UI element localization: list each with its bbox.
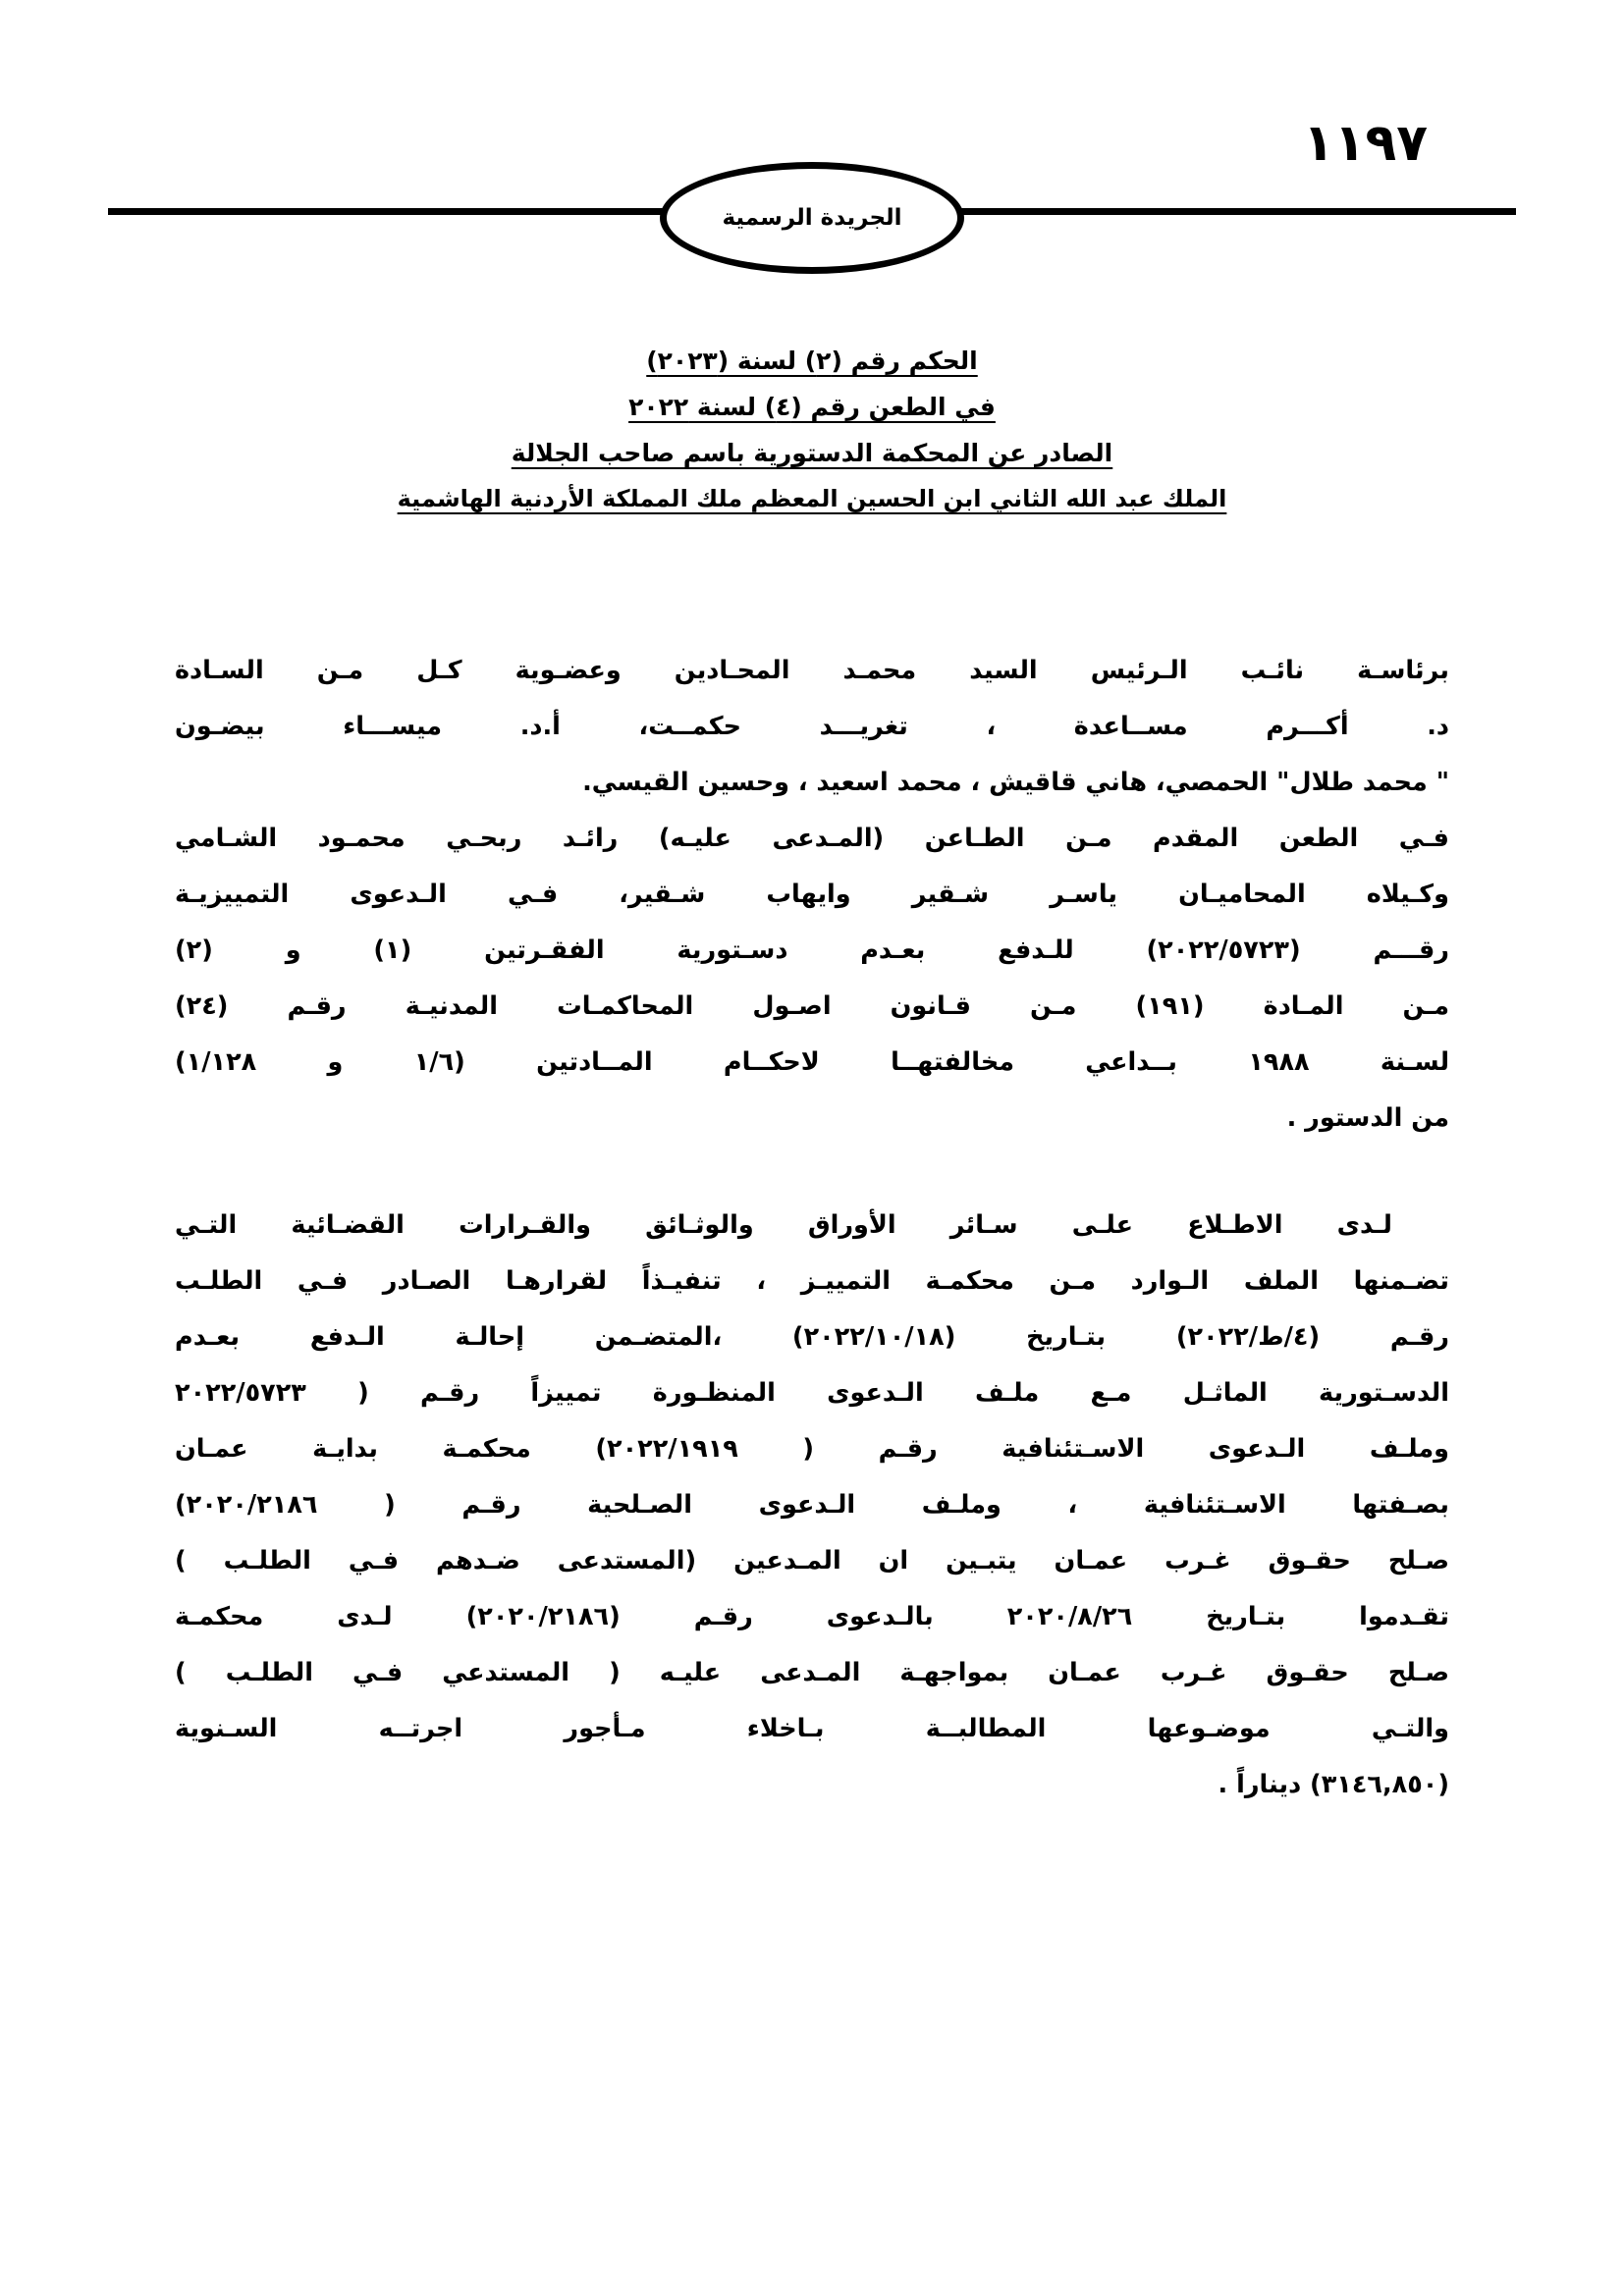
title-line-issuing-court: الصادر عن المحكمة الدستورية باسم صاحب الجلالة <box>511 439 1113 467</box>
body-paragraph-2-line-9: صـلح حقـوق غـرب عمـان بمواجهـة المـدعى عليـه ( المستدعي فـي الطلـب ) <box>175 1658 1449 1687</box>
body-paragraph-2-line-1-text: لـدى الاطـلاع علـى سـائر الأوراق والوثـائق والقـرارات القضـائية التـي <box>175 1210 1392 1240</box>
body-paragraph-1-line-9: من الدستور . <box>1286 1103 1449 1133</box>
page-header <box>108 114 1516 245</box>
body-paragraph-2-line-1 <box>175 1198 1449 1254</box>
title-line-king-name: الملك عبد الله الثاني ابن الحسين المعظم ملك المملكة الأردنية الهاشمية <box>397 485 1227 512</box>
title-line-ruling-number: الحكم رقم (٢) لسنة (٢٠٢٣) <box>646 347 978 375</box>
document-title-block <box>0 348 1624 532</box>
body-paragraph-2-line-8: تقـدموا بتـاريخ ٢٠٢٠/٨/٢٦ بالـدعوى رقـم (٢٠٢٠/٢١٨٦) لـدى محكمـة <box>175 1602 1449 1631</box>
body-paragraph-1-line-8: لسـنة ١٩٨٨ بــداعي مخالفتهــا لاحكــام المــادتين (١/٦ و ١/١٢٨) <box>175 1047 1450 1077</box>
gazette-title-text: الجريدة الرسمية <box>722 205 902 231</box>
gazette-title-badge <box>660 162 964 274</box>
body-paragraph-2-line-2: تضـمنها الملف الـوارد مـن محكمـة التمييـز ، تنفيـذاً لقرارهـا الصـادر فـي الطلـب <box>175 1266 1449 1296</box>
body-paragraph-2-line-11: (٣١٤٦,٨٥٠) ديناراً . <box>1218 1770 1449 1799</box>
body-paragraph-1-line-5: وكـيلاه المحاميـان ياسـر شـقير وايهاب شـقير، فـي الـدعوى التمييزيـة <box>175 880 1449 909</box>
body-paragraph-1-line-1: برئاسـة نائـب الـرئيس السيد محمـد المحـادين وعضـوية كـل مـن السـادة <box>175 656 1449 685</box>
body-paragraph-1-line-7: مـن المـادة (١٩١) مـن قـانون اصـول المحاكمـات المدنيـة رقـم (٢٤) <box>175 991 1450 1021</box>
body-paragraph-2-line-7: صـلح حقـوق غـرب عمـان يتبـين ان المـدعين (المستدعى ضـدهم فـي الطلـب ) <box>175 1546 1449 1575</box>
page-number: ١١٩٧ <box>1303 114 1428 173</box>
body-paragraph-1-line-6: رقـــم (٢٠٢٢/٥٧٢٣) للـدفع بعـدم دسـتورية الفقـرتين (١) و (٢) <box>175 935 1449 965</box>
body-paragraph-2-line-5: وملـف الـدعوى الاسـتئنافية رقـم ( ٢٠٢٢/١٩١٩) محكمـة بدايـة عمـان <box>175 1434 1449 1464</box>
body-paragraph-2-line-4: الدسـتورية الماثـل مـع ملـف الـدعوى المنظـورة تمييزاً رقـم ( ٢٠٢٢/٥٧٢٣ <box>175 1378 1449 1408</box>
paragraph-spacer <box>175 1147 1449 1198</box>
body-paragraph-2-line-10: والتـي موضـوعها المطالبــة بـاخلاء مـأجور اجرتــه السـنوية <box>175 1714 1449 1743</box>
body-paragraph-2-line-6: بصـفتها الاسـتئنافية ، وملـف الـدعوى الصـلحية رقـم ( ٢٠٢٠/٢١٨٦) <box>175 1490 1449 1520</box>
body-paragraph-2-line-3: رقـم (٤/ط/٢٠٢٢) بتـاريخ (٢٠٢٢/١٠/١٨) ،المتضـمن إحالـة الـدفع بعـدم <box>175 1322 1449 1352</box>
body-paragraph-1-line-2: د. أكـــرم مســاعدة ، تغريـــد حكمــت، أ.د. ميســـاء بيضـون <box>175 712 1449 741</box>
title-line-appeal-number: في الطعن رقم (٤) لسنة ٢٠٢٢ <box>628 393 996 421</box>
body-paragraph-1-line-3: " محمد طلال" الحمصي، هاني قاقيش ، محمد اسعيد ، وحسين القيسي. <box>582 768 1449 797</box>
body-paragraph-1-line-4: فـي الطعن المقدم مـن الطـاعن (المـدعى عليـه) رائـد ربحـي محمـود الشـامي <box>175 824 1449 853</box>
document-body <box>175 643 1449 1813</box>
